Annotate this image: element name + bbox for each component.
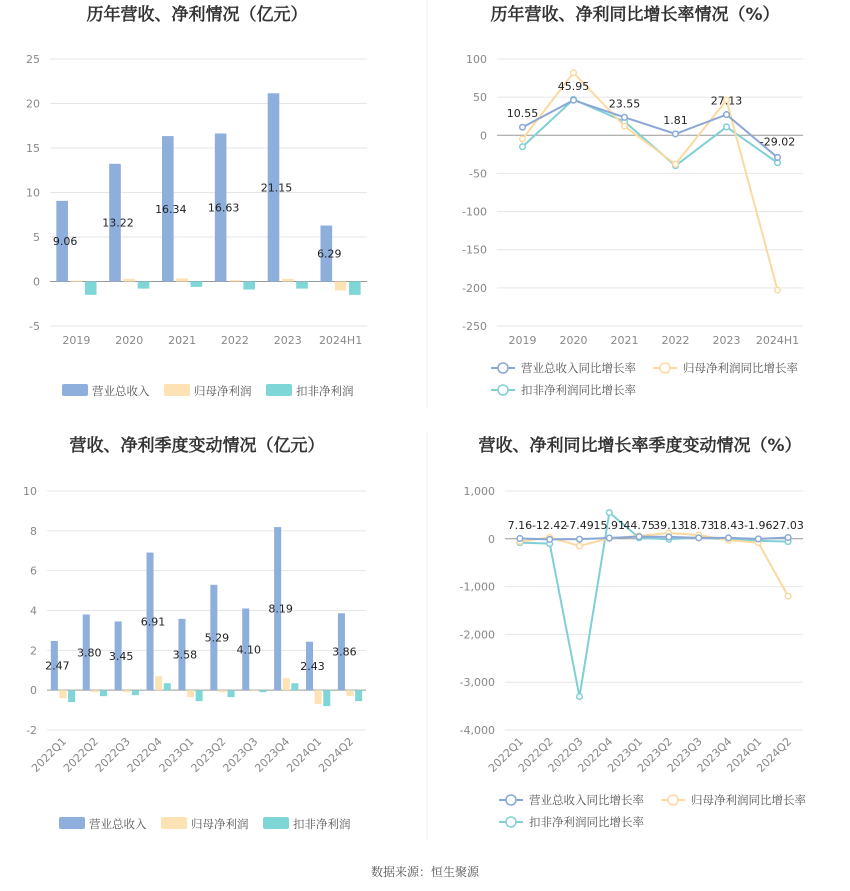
y-tick-label: -2,000 <box>459 628 495 642</box>
x-tick-label: 2023 <box>712 334 741 347</box>
legend-swatch <box>59 817 85 829</box>
point-2-6 <box>775 287 781 293</box>
legend <box>491 361 798 397</box>
y-tick-label: 100 <box>466 53 487 66</box>
x-tick-label: 2022Q2 <box>60 734 101 775</box>
bar-2-3 <box>176 278 188 281</box>
legend-label: 扣非净利润同比增长率 <box>529 815 644 829</box>
point-1-10 <box>785 535 791 541</box>
x-tick-label: 2022Q4 <box>575 734 616 775</box>
x-tick-label: 2022Q1 <box>29 734 70 775</box>
y-tick-label: -150 <box>462 243 487 257</box>
point-1-4 <box>607 535 613 541</box>
x-tick-label: 2024Q1 <box>284 734 325 775</box>
x-tick-label: 2020 <box>559 334 588 347</box>
y-tick-label: -2 <box>26 724 37 737</box>
bar-3-1 <box>85 282 97 295</box>
bar-2-6 <box>219 690 226 692</box>
bar-3-4 <box>164 683 171 690</box>
legend-marker <box>668 795 678 805</box>
chart-panel-2 <box>462 4 803 397</box>
legend-marker <box>506 817 516 827</box>
bar-3-6 <box>349 282 361 295</box>
x-tick-label: 2022Q1 <box>485 734 527 775</box>
bar-2-7 <box>251 690 258 691</box>
data-label: 8.19 <box>268 602 293 616</box>
bar-3-4 <box>243 282 255 290</box>
data-label: -1.96 <box>744 519 773 532</box>
point-2-4 <box>673 161 679 167</box>
data-label: 3.58 <box>172 648 198 662</box>
y-tick-label: 5 <box>33 231 40 244</box>
x-tick-label: 2024Q2 <box>754 734 795 775</box>
legend-marker <box>498 385 508 395</box>
x-tick-label: 2022Q2 <box>515 734 556 775</box>
x-tick-label: 2022 <box>220 334 249 347</box>
x-tick-label: 2024Q2 <box>316 734 357 775</box>
x-tick-label: 2023Q4 <box>694 734 735 775</box>
bar-3-8 <box>291 683 298 690</box>
data-label: 3.45 <box>108 649 134 663</box>
data-label: 18.73 <box>682 519 715 532</box>
chart-title: 历年营收、净利同比增长率情况（%） <box>490 5 780 25</box>
point-1-5 <box>724 112 730 118</box>
data-label: 18.43 <box>712 519 745 532</box>
y-tick-label: 1,000 <box>463 485 495 498</box>
legend-swatch <box>164 384 190 396</box>
y-tick-label: -3,000 <box>459 676 495 690</box>
legend-marker <box>506 795 516 805</box>
point-1-9 <box>756 536 762 542</box>
legend-label: 扣非净利润同比增长率 <box>521 383 636 397</box>
data-label: 39.13 <box>653 519 685 532</box>
x-tick-label: 2023Q1 <box>605 734 646 775</box>
data-label: 2.47 <box>45 659 70 673</box>
legend-label: 扣非净利润 <box>293 817 351 831</box>
data-label: 44.75 <box>623 519 655 532</box>
y-tick-label: -4,000 <box>459 724 495 737</box>
x-tick-label: 2023Q2 <box>634 734 676 775</box>
data-label: 5.29 <box>204 631 230 645</box>
y-tick-label: -50 <box>469 167 487 181</box>
data-label: 27.13 <box>710 94 743 108</box>
series-line-3 <box>523 99 778 165</box>
bar-2-2 <box>123 279 135 282</box>
data-label: 6.91 <box>140 615 166 629</box>
chart-panel-3 <box>23 435 366 831</box>
y-tick-label: 0 <box>480 129 487 143</box>
bar-2-1 <box>59 690 66 698</box>
bar-3-10 <box>355 690 362 701</box>
x-tick-label: 2024H1 <box>318 334 363 347</box>
data-label: 16.34 <box>155 202 187 216</box>
x-tick-label: 2023Q3 <box>664 734 705 775</box>
x-tick-label: 2022Q4 <box>124 734 165 775</box>
data-label: 23.55 <box>608 97 641 111</box>
data-label: 4.10 <box>236 643 261 657</box>
x-tick-label: 2023Q4 <box>252 734 293 775</box>
chart-title: 历年营收、净利情况（亿元） <box>86 5 308 25</box>
point-1-1 <box>520 124 526 130</box>
data-label: 10.55 <box>506 107 539 121</box>
y-tick-label: 10 <box>23 485 37 498</box>
bar-2-8 <box>283 678 290 690</box>
point-1-2 <box>547 537 553 543</box>
bar-2-4 <box>155 676 162 690</box>
bar-2-5 <box>187 690 194 697</box>
data-label: 27.03 <box>772 519 804 532</box>
bar-3-6 <box>228 690 235 697</box>
x-tick-label: 2024H1 <box>755 334 800 347</box>
legend-swatch <box>161 817 187 829</box>
y-tick-label: 6 <box>30 564 37 578</box>
bar-2-10 <box>347 690 354 696</box>
y-tick-label: 25 <box>26 53 40 66</box>
legend <box>59 817 351 831</box>
data-label: 15.91 <box>593 519 626 532</box>
data-label: 13.22 <box>102 216 134 230</box>
bar-2-6 <box>335 282 347 291</box>
source-note: 数据来源：恒生聚源 <box>370 865 480 879</box>
point-1-6 <box>775 155 781 161</box>
legend-label: 营业总收入同比增长率 <box>529 793 644 807</box>
legend-label: 营业总收入 <box>89 817 147 831</box>
chart-panel-4 <box>460 435 807 829</box>
x-tick-label: 2022Q3 <box>545 734 586 775</box>
point-1-8 <box>726 535 732 541</box>
point-3-3 <box>577 694 583 700</box>
data-label: -29.02 <box>759 135 796 149</box>
point-2-3 <box>577 543 583 549</box>
y-tick-label: 4 <box>30 604 37 618</box>
y-tick-label: 15 <box>26 142 40 155</box>
point-3-4 <box>607 510 613 516</box>
y-tick-label: -250 <box>462 320 487 333</box>
point-3-1 <box>520 144 526 150</box>
x-tick-label: 2023 <box>273 334 302 347</box>
point-1-6 <box>666 534 672 540</box>
data-label: 45.95 <box>557 80 590 94</box>
x-tick-label: 2019 <box>62 334 91 347</box>
data-label: -7.49 <box>565 519 594 532</box>
point-1-3 <box>577 536 583 542</box>
y-tick-label: -200 <box>462 281 487 295</box>
point-2-10 <box>785 593 791 599</box>
y-tick-label: 2 <box>30 644 37 658</box>
legend-swatch <box>62 384 88 396</box>
bar-3-2 <box>138 282 150 289</box>
point-1-7 <box>696 535 702 541</box>
x-tick-label: 2022Q3 <box>92 734 133 775</box>
y-tick-label: 0 <box>30 684 37 698</box>
bar-2-2 <box>91 690 98 692</box>
chart-panel-1 <box>26 4 367 398</box>
legend-label: 归母净利润 <box>191 817 249 831</box>
data-label: 3.80 <box>76 646 102 660</box>
point-3-5 <box>724 124 730 130</box>
y-tick-label: 0 <box>488 532 495 546</box>
y-tick-label: 0 <box>33 275 40 289</box>
y-tick-label: 8 <box>30 524 37 538</box>
bar-3-5 <box>296 282 308 289</box>
data-label: 2.43 <box>300 659 325 673</box>
data-label: 9.06 <box>52 235 78 249</box>
bar-2-9 <box>315 690 322 704</box>
data-label: 21.15 <box>260 181 293 195</box>
x-tick-label: 2020 <box>115 334 144 347</box>
x-tick-label: 2021 <box>610 334 639 347</box>
legend-label: 扣非净利润 <box>296 384 354 398</box>
bar-3-7 <box>259 690 266 692</box>
x-tick-label: 2023Q3 <box>220 734 261 775</box>
x-tick-label: 2019 <box>508 334 537 347</box>
x-tick-label: 2022 <box>661 334 690 347</box>
point-1-3 <box>622 115 628 121</box>
x-tick-label: 2021 <box>168 334 197 347</box>
legend-label: 营业总收入 <box>92 384 150 398</box>
bar-2-5 <box>282 279 294 282</box>
chart-title: 营收、净利季度变动情况（亿元） <box>69 436 325 456</box>
legend-label: 归母净利润 <box>194 384 252 398</box>
bar-3-3 <box>191 282 203 287</box>
x-tick-label: 2023Q2 <box>188 734 229 775</box>
data-label: 3.86 <box>332 645 357 659</box>
legend-label: 归母净利润同比增长率 <box>691 793 806 807</box>
point-2-2 <box>571 70 577 76</box>
data-label: 7.16 <box>507 519 533 532</box>
point-2-3 <box>622 123 628 129</box>
y-tick-label: 20 <box>26 97 40 111</box>
y-tick-label: 10 <box>26 186 40 200</box>
x-tick-label: 2024Q1 <box>724 734 765 775</box>
bar-3-9 <box>323 690 330 706</box>
bar-3-5 <box>196 690 203 701</box>
legend-label: 归母净利润同比增长率 <box>683 361 798 375</box>
legend-marker <box>660 363 670 373</box>
legend-marker <box>498 363 508 373</box>
legend-label: 营业总收入同比增长率 <box>521 361 636 375</box>
bar-3-2 <box>100 690 107 696</box>
y-tick-label: -5 <box>29 320 40 333</box>
legend-swatch <box>263 817 289 829</box>
data-label: 1.81 <box>663 113 688 127</box>
y-tick-label: -100 <box>462 205 487 219</box>
point-1-2 <box>571 97 577 103</box>
bar-2-4 <box>229 280 241 281</box>
chart-title: 营收、净利同比增长率季度变动情况（%） <box>478 436 802 456</box>
data-label: -12.42 <box>531 519 568 532</box>
point-1-5 <box>636 534 642 540</box>
bar-2-3 <box>123 690 130 692</box>
point-1-1 <box>517 536 523 542</box>
x-tick-label: 2023Q1 <box>156 734 197 775</box>
y-tick-label: 50 <box>473 91 487 105</box>
data-label: 6.29 <box>317 247 342 261</box>
point-2-1 <box>520 136 526 142</box>
legend <box>499 793 806 829</box>
point-1-4 <box>673 131 679 137</box>
legend-swatch <box>266 384 292 396</box>
bar-3-1 <box>68 690 75 702</box>
bar-3-3 <box>132 690 139 695</box>
legend <box>62 384 354 398</box>
bar-2-1 <box>71 281 83 282</box>
y-tick-label: -1,000 <box>459 580 495 594</box>
data-label: 16.63 <box>207 201 240 215</box>
